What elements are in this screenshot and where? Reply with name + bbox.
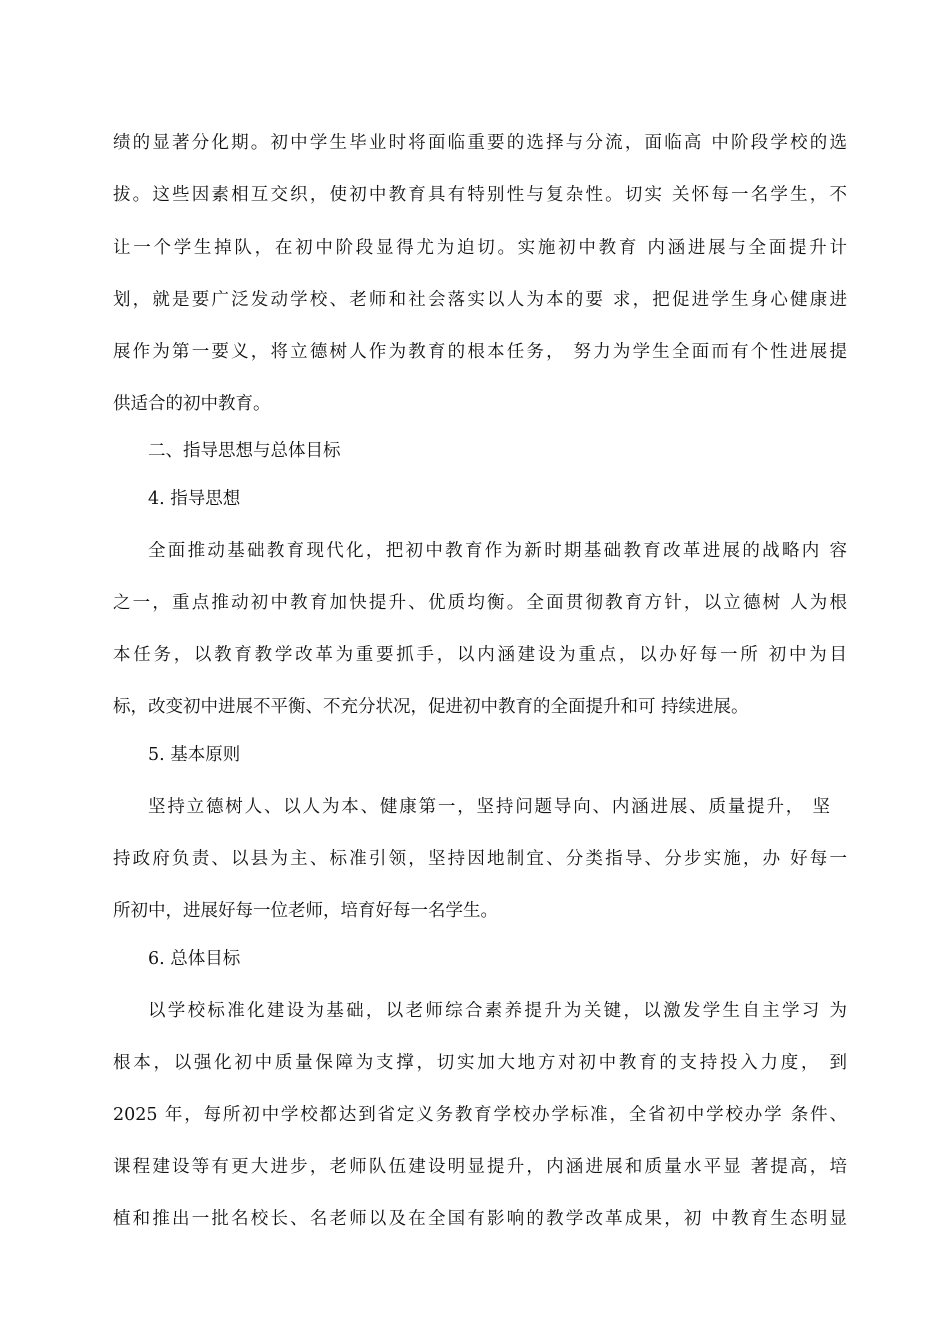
section-heading: 二、指导思想与总体目标	[148, 441, 341, 461]
principles-line-1: 坚持立德树人、以人为本、健康第一，坚持问题导向、内涵进展、质量提升， 坚	[148, 797, 830, 817]
guiding-line-1: 全面推动基础教育现代化，把初中教育作为新时期基础教育改革进展的战略内 容	[148, 541, 847, 561]
goals-heading: 6. 总体目标	[148, 949, 241, 969]
goals-line-4: 课程建设等有更大进步，老师队伍建设明显提升，内涵进展和质量水平显 著提高，培	[113, 1157, 847, 1177]
guiding-line-3: 本任务，以教育教学改革为重要抓手，以内涵建设为重点，以办好每一所 初中为目	[113, 645, 847, 665]
intro-line-6: 供适合的初中教育。	[113, 394, 271, 414]
principles-heading: 5. 基本原则	[148, 745, 241, 765]
guiding-line-2: 之一，重点推动初中教育加快提升、优质均衡。全面贯彻教育方针，以立德树 人为根	[113, 593, 847, 613]
principles-line-3: 所初中，进展好每一位老师，培育好每一名学生。	[113, 901, 498, 921]
intro-line-5: 展作为第一要义，将立德树人作为教育的根本任务， 努力为学生全面而有个性进展提	[113, 342, 847, 362]
intro-line-3: 让一个学生掉队，在初中阶段显得尤为迫切。实施初中教育 内涵进展与全面提升计	[113, 238, 847, 258]
intro-line-4: 划，就是要广泛发动学校、老师和社会落实以人为本的要 求，把促进学生身心健康进	[113, 290, 847, 310]
intro-line-1: 绩的显著分化期。初中学生毕业时将面临重要的选择与分流，面临高 中阶段学校的选	[113, 133, 847, 153]
goals-line-1: 以学校标准化建设为基础，以老师综合素养提升为关键，以激发学生自主学习 为	[148, 1001, 847, 1021]
goals-line-5: 植和推出一批名校长、名老师以及在全国有影响的教学改革成果，初 中教育生态明显	[113, 1209, 847, 1229]
goals-line-2: 根本，以强化初中质量保障为支撑，切实加大地方对初中教育的支持投入力度， 到	[113, 1053, 847, 1073]
goals-line-3: 2025 年，每所初中学校都达到省定义务教育学校办学标准，全省初中学校办学 条件、	[113, 1105, 847, 1125]
intro-line-2: 拔。这些因素相互交织，使初中教育具有特别性与复杂性。切实 关怀每一名学生，不	[113, 185, 847, 205]
principles-line-2: 持政府负责、以县为主、标准引领，坚持因地制宜、分类指导、分步实施，办 好每一	[113, 849, 847, 869]
guiding-heading: 4. 指导思想	[148, 489, 241, 509]
guiding-line-4: 标，改变初中进展不平衡、不充分状况，促进初中教育的全面提升和可 持续进展。	[113, 697, 749, 717]
